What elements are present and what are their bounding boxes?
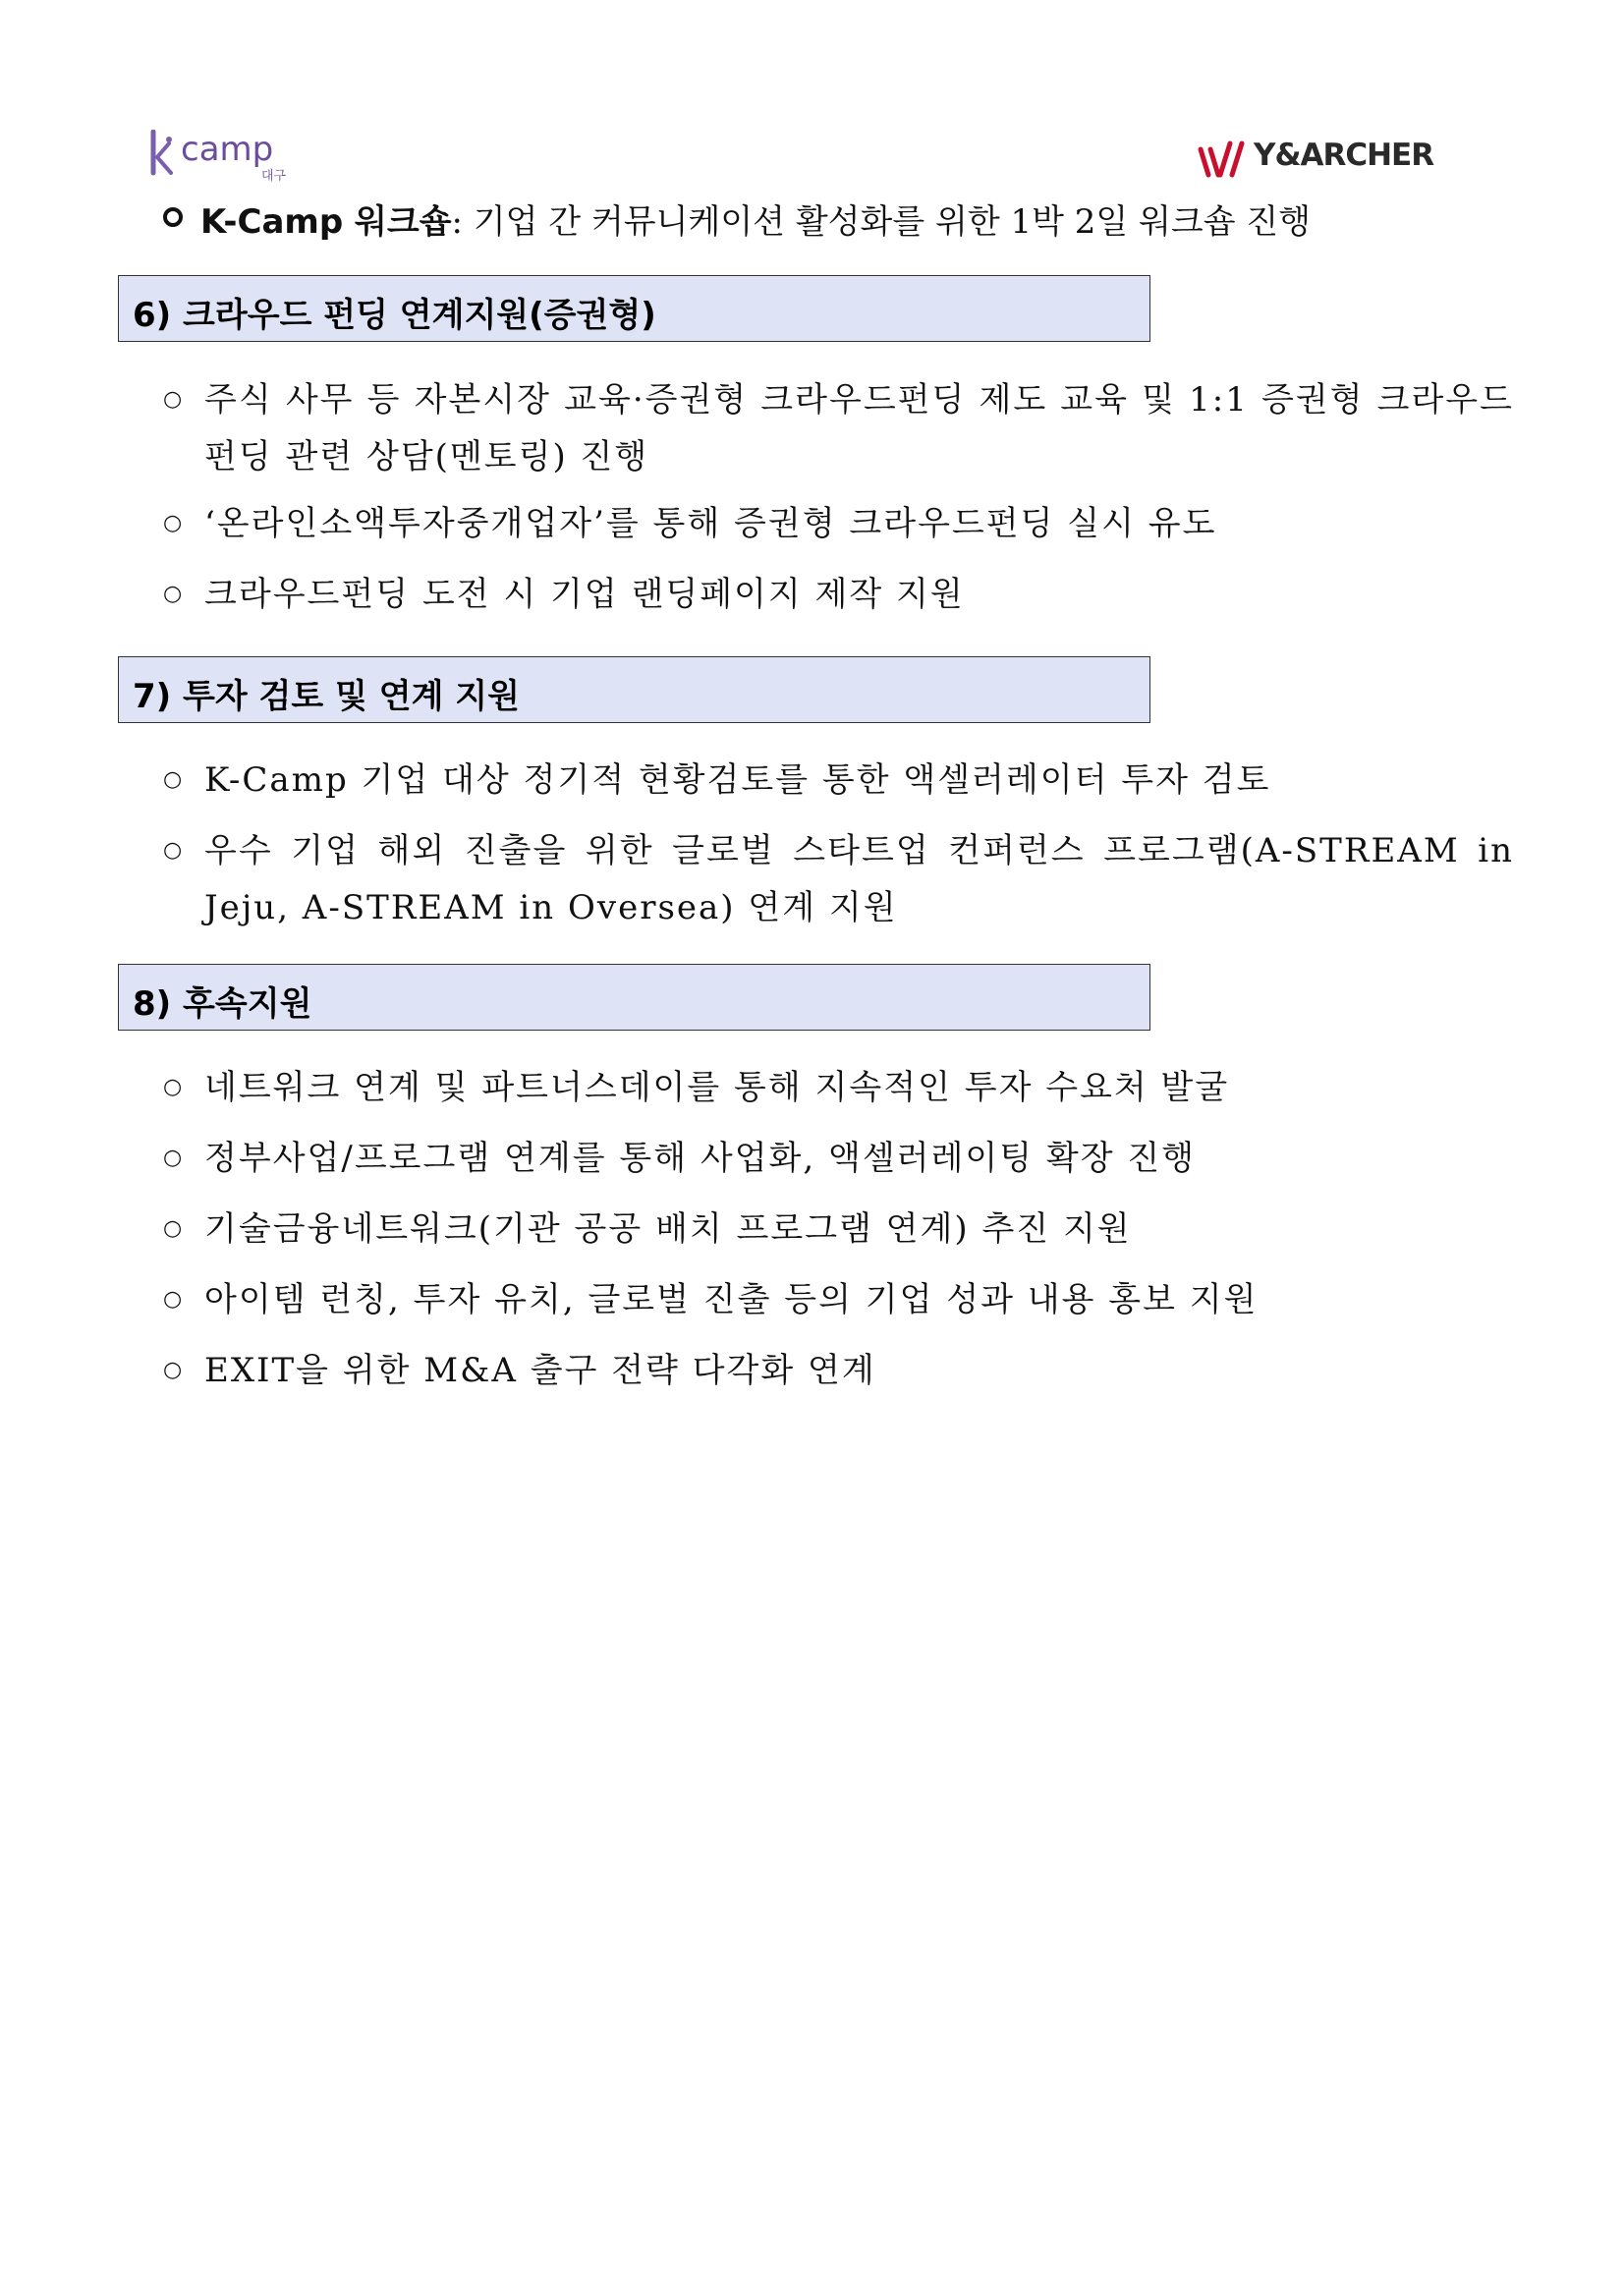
- section-heading-7: [118, 656, 1150, 723]
- list-item: [163, 822, 1514, 936]
- bullet-ring-icon: ○: [163, 1146, 183, 1170]
- bullet-ring-icon: ○: [163, 1358, 183, 1382]
- list-item: [163, 1201, 1514, 1258]
- list-item: [163, 495, 1514, 552]
- list-item-text: 기술금융네트워크(기관 공공 배치 프로그램 연계) 추진 지원: [204, 1209, 1132, 1249]
- list-item-text: 크라우드펀딩 도전 시 기업 랜딩페이지 제작 지원: [204, 575, 965, 614]
- section-title: 7) 투자 검토 및 연계 지원: [133, 677, 520, 716]
- kcamp-logo-subtext: 대구: [261, 169, 287, 184]
- kcamp-logo: [147, 126, 295, 184]
- section-title: 6) 크라우드 펀딩 연계지원(증권형): [133, 296, 656, 335]
- bullet-ring-icon: ○: [163, 1216, 183, 1241]
- lead-item-text: : 기업 간 커뮤니케이션 활성화를 위한 1박 2일 워크숍 진행: [451, 202, 1312, 242]
- bullet-ring-icon: ○: [163, 838, 183, 863]
- section-heading-6: [118, 275, 1150, 342]
- bullet-circle-icon: [163, 207, 183, 227]
- list-item-text: 우수 기업 해외 진출을 위한 글로벌 스타트업 컨퍼런스 프로그램(A-STREAM in Jeju, A-STREAM in Oversea) 연계 지원: [204, 831, 1514, 927]
- bullet-ring-icon: ○: [163, 1075, 183, 1099]
- list-item: [163, 1342, 1514, 1399]
- list-item: [163, 752, 1514, 809]
- bullet-ring-icon: ○: [163, 767, 183, 792]
- list-item-text: 주식 사무 등 자본시장 교육·증권형 크라우드펀딩 제도 교육 및 1:1 증권형 크라우드펀딩 관련 상담(멘토링) 진행: [204, 380, 1514, 476]
- archer-logo-text: Y&ARCHER: [1254, 138, 1434, 173]
- section-title: 8) 후속지원: [133, 984, 312, 1024]
- list-item: [163, 1271, 1514, 1328]
- list-item: [163, 566, 1514, 623]
- list-item-text: K-Camp 기업 대상 정기적 현황검토를 통한 액셀러레이터 투자 검토: [204, 760, 1271, 800]
- list-item: [163, 1059, 1514, 1116]
- list-item-text: 정부사업/프로그램 연계를 통해 사업화, 액셀러레이팅 확장 진행: [204, 1139, 1197, 1178]
- list-item-text: EXIT을 위한 M&A 출구 전략 다각화 연계: [204, 1351, 876, 1390]
- bullet-ring-icon: ○: [163, 387, 183, 412]
- bullet-ring-icon: ○: [163, 1287, 183, 1312]
- list-item-text: ‘온라인소액투자중개업자’를 통해 증권형 크라우드펀딩 실시 유도: [204, 504, 1217, 543]
- bullet-ring-icon: ○: [163, 582, 183, 606]
- archer-logo: [1197, 138, 1434, 181]
- list-item-text: 네트워크 연계 및 파트너스데이를 통해 지속적인 투자 수요처 발굴: [204, 1068, 1230, 1107]
- lead-item-bold: K-Camp 워크숍: [200, 202, 452, 242]
- lead-list-item: [163, 195, 1311, 243]
- bullet-ring-icon: ○: [163, 511, 183, 535]
- section-heading-8: [118, 964, 1150, 1031]
- list-item: [163, 1130, 1514, 1187]
- archer-slash-icon: [1197, 140, 1252, 179]
- kcamp-logo-text: camp: [181, 130, 274, 169]
- list-item-text: 아이템 런칭, 투자 유치, 글로벌 진출 등의 기업 성과 내용 홍보 지원: [204, 1280, 1259, 1319]
- list-item: [163, 371, 1514, 485]
